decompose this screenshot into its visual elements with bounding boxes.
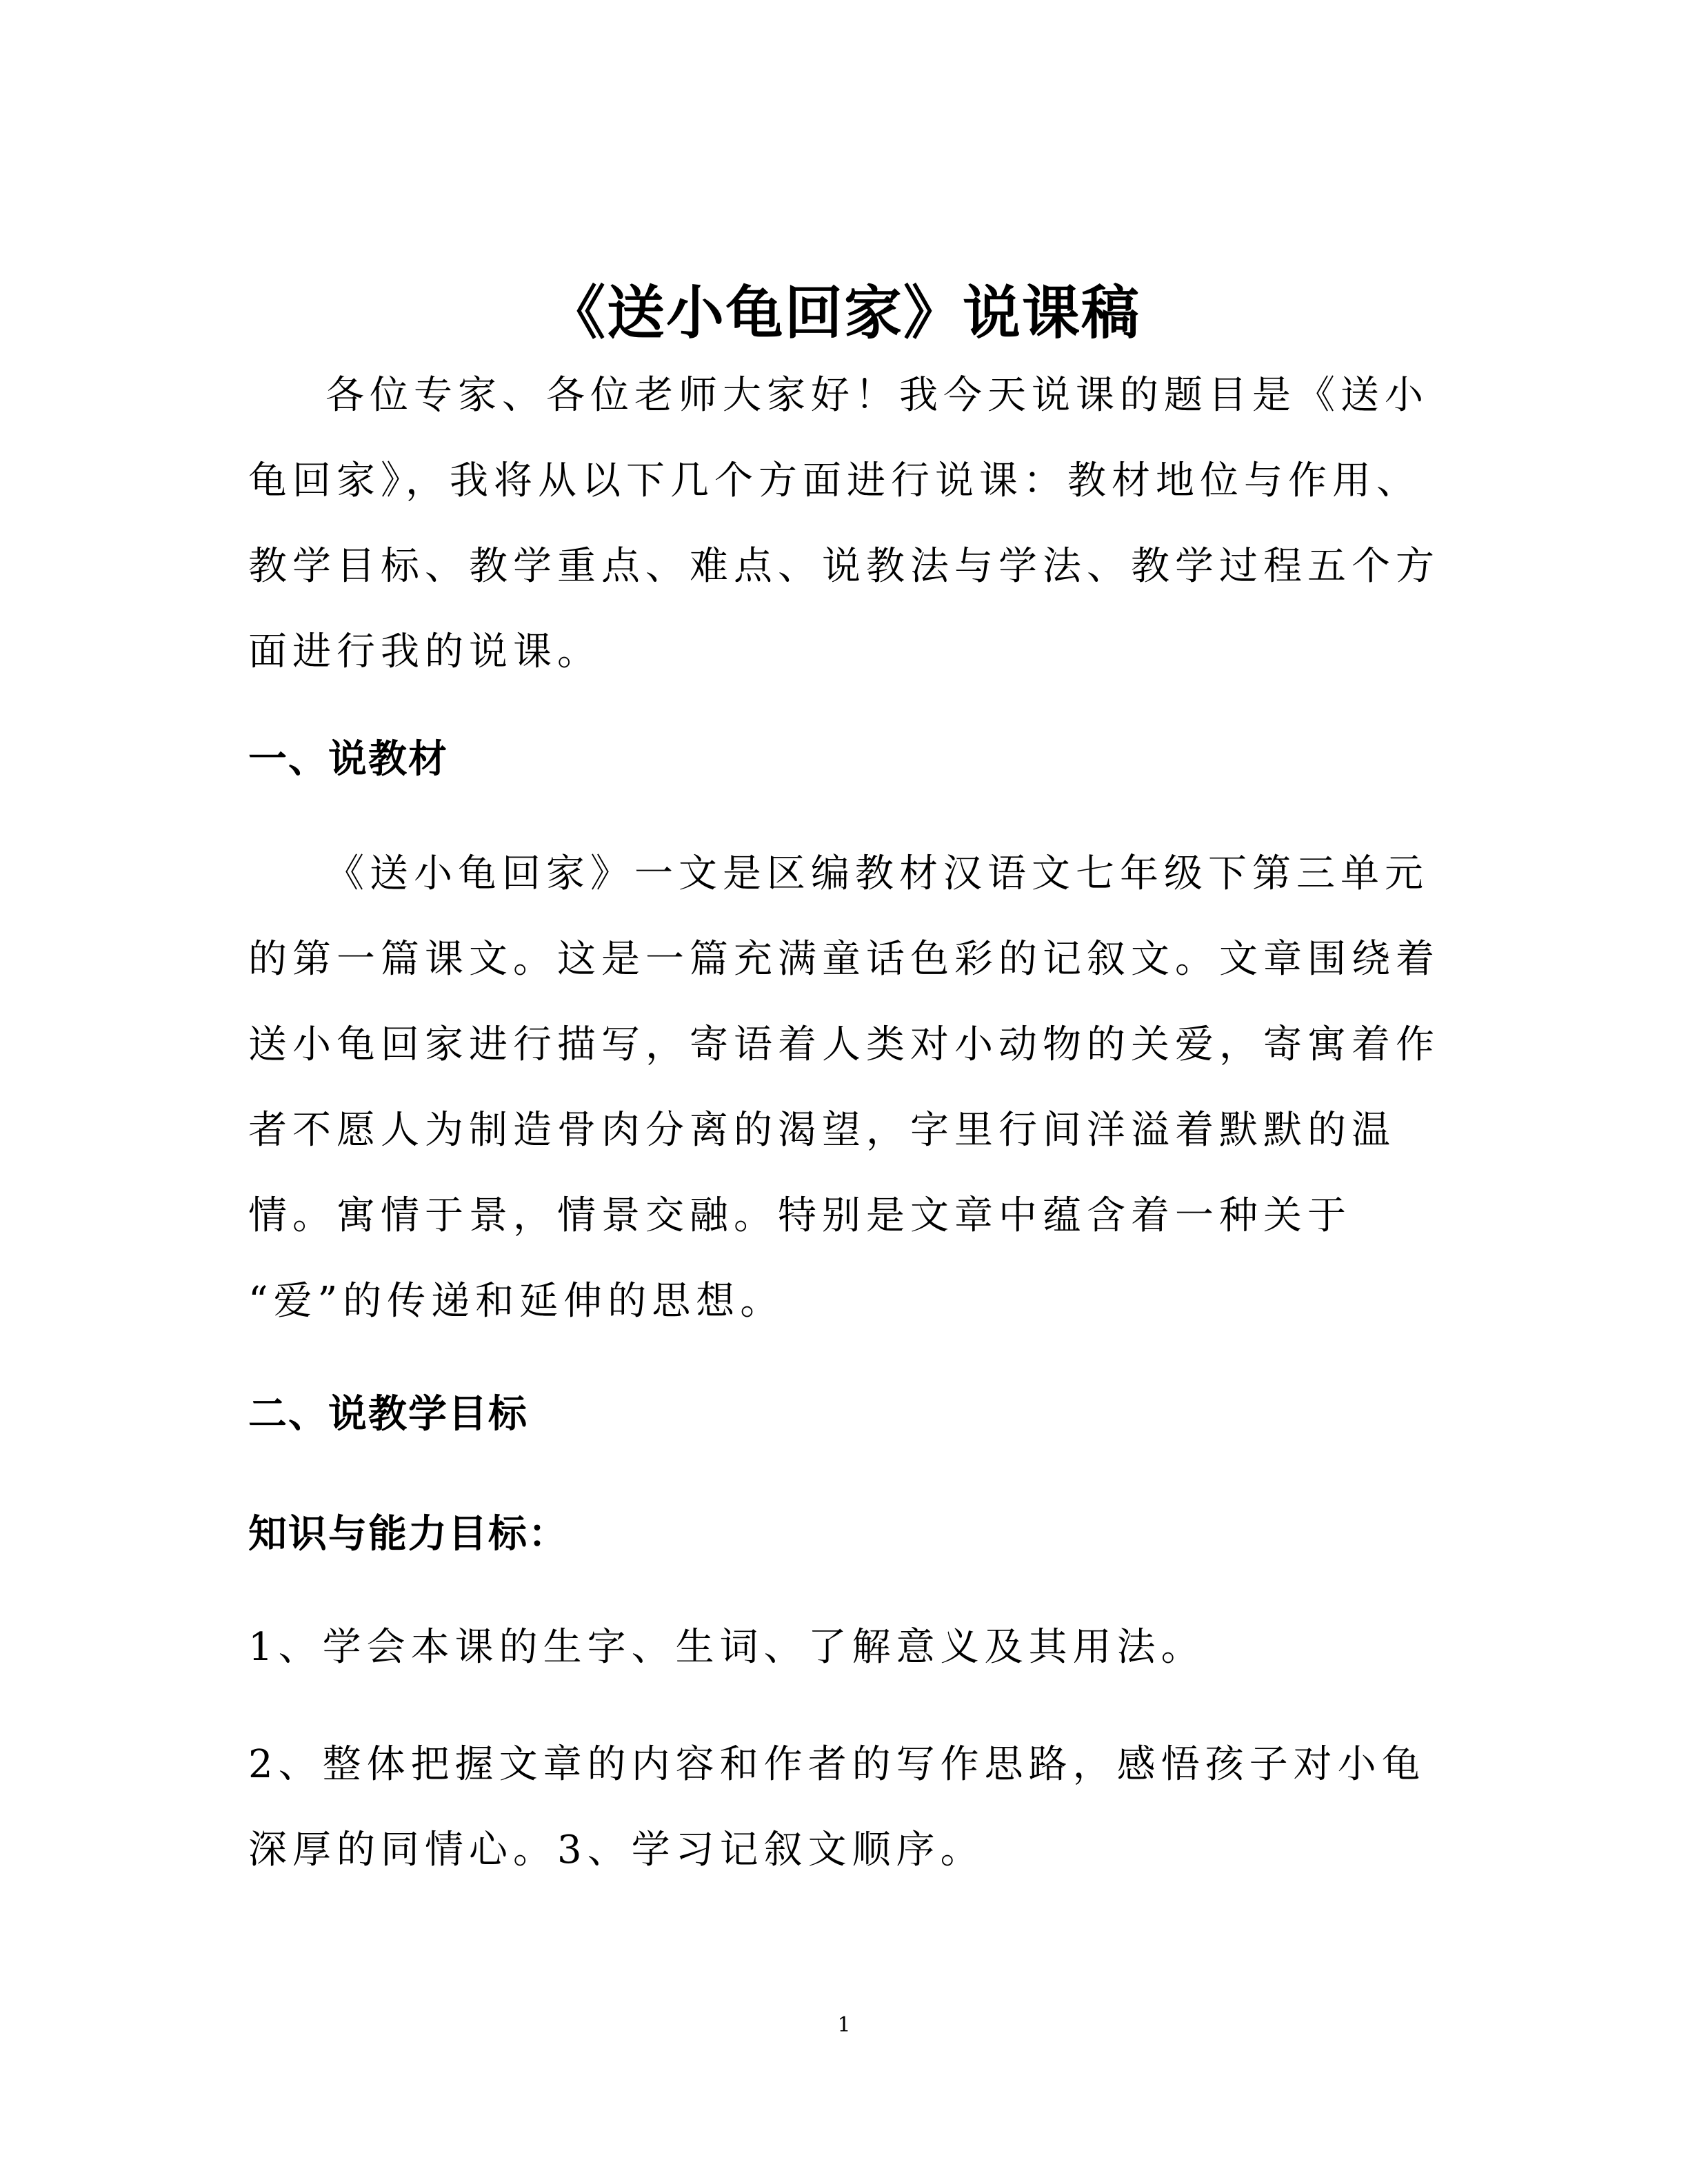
objective-item-1 [248, 1605, 1434, 1690]
materials-line: 情。寓情于景，情景交融。特别是文章中蕴含着一种关于 [248, 1193, 1352, 1238]
objective-item-2 [248, 1722, 1434, 1893]
materials-paragraph [248, 831, 1440, 1344]
materials-line: 送小龟回家进行描写，寄语着人类对小动物的关爱，寄寓着作 [248, 1022, 1440, 1067]
intro-line: 龟回家》，我将从以下几个方面进行说课：教材地位与作用、 [248, 458, 1420, 503]
materials-line: 的第一篇课文。这是一篇充满童话色彩的记叙文。文章围绕着 [248, 937, 1440, 982]
materials-line: 者不愿人为制造骨肉分离的渴望，字里行间洋溢着默默的温 [248, 1108, 1396, 1153]
intro-line: 面进行我的说课。 [248, 629, 601, 674]
materials-line: 《送小龟回家》一文是区编教材汉语文七年级下第三单元 [325, 851, 1429, 896]
subheading-knowledge-ability: 知识与能力目标： [248, 1512, 568, 1557]
intro-line: 各位专家、各位老师大家好！我今天说课的题目是《送小 [325, 373, 1429, 418]
section-heading-materials: 一、说教材 [248, 737, 448, 782]
objective-item-1-text: 1、学会本课的生字、生词、了解意义及其用法。 [248, 1625, 1205, 1670]
document-title: 《送小龟回家》说课稿 [547, 279, 1141, 347]
materials-line: “爱”的传递和延伸的思想。 [248, 1279, 785, 1324]
objective-item-2-line: 2、整体把握文章的内容和作者的写作思路，感悟孩子对小龟 [248, 1742, 1426, 1787]
page-number: 1 [837, 2013, 851, 2037]
section-heading-objectives: 二、说教学目标 [248, 1392, 528, 1437]
intro-paragraph [248, 353, 1440, 695]
objective-item-2-line: 深厚的同情心。3、学习记叙文顺序。 [248, 1828, 985, 1872]
intro-line: 教学目标、教学重点、难点、说教法与学法、教学过程五个方 [248, 544, 1440, 589]
